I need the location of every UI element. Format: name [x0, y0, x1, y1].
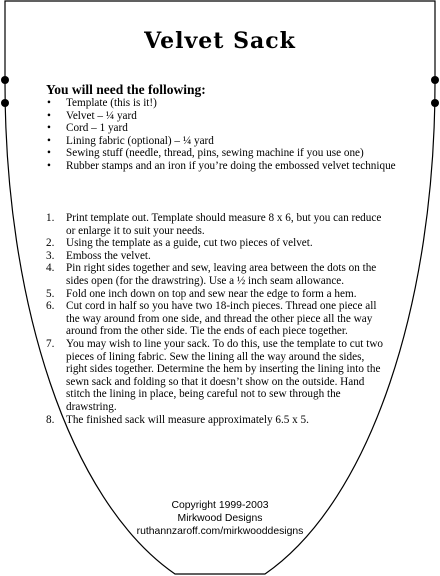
list-item — [46, 122, 398, 135]
list-item — [46, 97, 398, 110]
step-number: 1. — [46, 212, 55, 224]
list-item — [46, 160, 398, 173]
instruction-step — [46, 237, 384, 250]
copyright-block — [0, 499, 440, 539]
instruction-step — [46, 414, 384, 427]
bullet-icon: • — [47, 159, 51, 172]
step-text: Print template out. Template should measure 8 x 6, but you can reduce or enlarge it to suit your needs. — [66, 212, 382, 237]
drawstring-dot-left-top — [1, 76, 9, 84]
step-number: 8. — [46, 413, 55, 426]
bullet-icon: • — [47, 122, 51, 135]
list-item — [46, 110, 398, 123]
step-number: 7. — [46, 337, 55, 350]
instruction-step — [46, 288, 384, 301]
step-text: Fold one inch down on top and sew near the edge to form a hem. — [66, 287, 357, 300]
step-number: 3. — [46, 249, 55, 262]
material-text: Lining fabric (optional) – ¼ yard — [66, 134, 214, 147]
step-number: 5. — [46, 287, 55, 300]
instructions-list — [46, 212, 384, 426]
step-text: Emboss the velvet. — [66, 249, 151, 262]
step-number: 6. — [46, 300, 55, 313]
bullet-icon: • — [47, 147, 51, 160]
material-text: Sewing stuff (needle, thread, pins, sewing machine if you use one) — [66, 147, 364, 160]
material-text: Rubber stamps and an iron if you’re doing the embossed velvet technique — [66, 159, 396, 172]
materials-list — [46, 97, 398, 173]
step-number: 2. — [46, 237, 55, 250]
drawstring-dot-right-bottom — [431, 99, 439, 107]
page-title: Velvet Sack — [144, 28, 296, 54]
step-number: 4. — [46, 262, 55, 275]
step-text: The finished sack will measure approximately 6.5 x 5. — [66, 413, 309, 426]
bullet-icon: • — [47, 97, 51, 109]
drawstring-dot-left-bottom — [1, 99, 9, 107]
step-text: Using the template as a guide, cut two pieces of velvet. — [66, 237, 313, 250]
list-item — [46, 135, 398, 148]
website-url: ruthannzaroff.com/mirkwooddesigns — [136, 526, 304, 538]
drawstring-dot-right-top — [431, 76, 439, 84]
list-item — [46, 147, 398, 160]
materials-heading: You will need the following: — [46, 82, 206, 97]
step-text: Cut cord in half so you have two 18-inch pieces. Thread one piece all the way around from one side, and thread the other piece all the way around from the other side. Tie the ends of each piece together. — [66, 300, 377, 338]
bullet-icon: • — [47, 109, 51, 122]
instruction-step — [46, 262, 384, 287]
instruction-step — [46, 338, 384, 414]
copyright-line: Copyright 1999-2003 — [171, 500, 269, 511]
instruction-step — [46, 250, 384, 263]
material-text: Template (this is it!) — [66, 97, 157, 109]
instruction-step — [46, 300, 384, 338]
material-text: Velvet – ¼ yard — [66, 109, 137, 122]
bullet-icon: • — [47, 134, 51, 147]
material-text: Cord – 1 yard — [66, 122, 128, 135]
step-text: Pin right sides together and sew, leaving area between the dots on the sides open (for the drawstring). Use a ½ inch seam allowance. — [66, 262, 377, 287]
step-text: You may wish to line your sack. To do this, use the template to cut two pieces of lining fabric. Sew the lining all the way around the sides, right sides together. Determine the hem by inserting the lining into the sewn sack and folding so that it doesn’t show on the outside. Hand stitch the lining in place, being careful not to sew through the drawstring. — [66, 337, 383, 413]
instruction-step — [46, 212, 384, 237]
company-name: Mirkwood Designs — [177, 513, 263, 525]
